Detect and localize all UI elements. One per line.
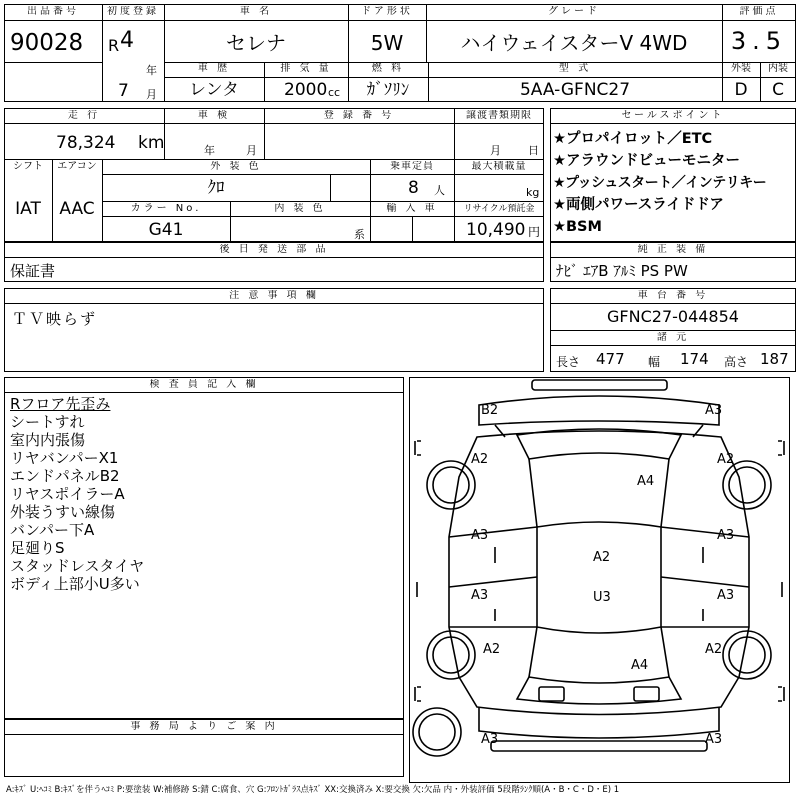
recycle-fee: 10,490 <box>466 220 526 240</box>
inspector-note: シートすれ <box>10 413 85 431</box>
era: R <box>108 36 120 55</box>
shift: IAT <box>15 199 41 219</box>
recycle-label: リサイクル預託金 <box>463 204 535 214</box>
spec-width-label: 幅 <box>648 355 661 369</box>
door-type: 5W <box>370 31 404 55</box>
inspector-label: 検 査 員 記 入 欄 <box>149 379 259 390</box>
transfer-label: 譲渡書類期限 <box>466 110 532 121</box>
damage-mark: A3 <box>705 403 723 418</box>
transfer-day-unit: 日 <box>528 144 539 157</box>
vehicle-info-box <box>4 108 544 242</box>
inspector-note: リヤバンパーX1 <box>10 449 119 467</box>
equipment-label: 純 正 装 備 <box>637 244 709 255</box>
reg-month-unit: 月 <box>146 88 157 101</box>
inspector-note: スタッドレスタイヤ <box>10 557 145 575</box>
spec-width: 174 <box>680 350 709 368</box>
inspector-note: バンパー下A <box>10 521 95 539</box>
int-score: C <box>772 80 784 100</box>
inspector-note: Rフロア先歪み <box>10 395 111 413</box>
color: ｸﾛ <box>207 178 225 198</box>
transfer-month-unit: 月 <box>490 144 501 157</box>
equipment-value: ﾅﾋﾞ ｴｱB ｱﾙﾐ PS PW <box>556 262 688 280</box>
damage-mark: A4 <box>637 474 655 489</box>
registration-label: 初度登録 <box>107 6 159 17</box>
color-no-label: カラー No. <box>130 203 202 214</box>
grade-label: グレード <box>548 6 600 17</box>
car-name-label: 車 名 <box>239 6 273 17</box>
inspector-note: エンドパネルB2 <box>10 467 120 485</box>
lot-number: 90028 <box>10 30 84 56</box>
office-label: 事 務 局 よ り ご 案 内 <box>130 721 278 732</box>
load-label: 最大積載量 <box>471 161 527 172</box>
caution-value: ＴＶ映らず <box>12 310 98 328</box>
shift-label: シフト <box>13 161 43 172</box>
history-label: 車 歴 <box>197 63 231 74</box>
reg-year-unit: 年 <box>146 64 157 77</box>
inspector-note: リヤスポイラーA <box>10 485 125 503</box>
car-damage-diagram <box>409 377 790 783</box>
damage-mark: A4 <box>631 658 649 673</box>
import-label: 輸 入 車 <box>386 203 438 214</box>
plate-label: 登 録 番 号 <box>323 110 395 121</box>
fuel-label: 燃 料 <box>371 63 405 74</box>
aircon-label: エアコン <box>57 161 97 172</box>
displacement-unit: cc <box>328 86 341 99</box>
lot-label: 出品番号 <box>27 6 79 17</box>
fuel: ｶﾞｿﾘﾝ <box>366 80 410 100</box>
inspector-notes <box>10 395 400 593</box>
model-label: 型 式 <box>558 63 592 74</box>
sales-point-item: ★プッシュスタート／インテリキー <box>553 175 767 191</box>
ext-score-label: 外装 <box>731 63 751 74</box>
door-label: ドア形状 <box>361 6 413 17</box>
history: レンタ <box>189 80 239 100</box>
inspector-note: 室内内張傷 <box>10 431 86 449</box>
inspection-year-unit: 年 <box>204 144 215 157</box>
int-color-label: 内 装 色 <box>274 203 326 214</box>
damage-mark: B2 <box>481 403 499 418</box>
sales-point-item: ★両側パワースライドドア <box>553 197 724 213</box>
chassis-number: GFNC27-044854 <box>607 307 739 326</box>
sales-points-list <box>553 128 795 238</box>
reg-year: 4 <box>120 28 134 53</box>
parts-label: 後 日 発 送 部 品 <box>219 244 329 255</box>
mileage: 78,324 <box>56 133 116 153</box>
caution-label: 注 意 事 項 欄 <box>229 290 319 301</box>
sales-point-item: ★プロパイロット／ETC <box>553 131 713 147</box>
car-name: セレナ <box>226 31 286 55</box>
sales-points-label: セールスポイント <box>621 110 725 121</box>
displacement-label: 排 気 量 <box>280 63 332 74</box>
spec-height-label: 高さ <box>724 355 749 369</box>
inspector-note: ボディ上部小U多い <box>10 575 140 593</box>
damage-mark: A2 <box>471 452 489 467</box>
mileage-label: 走 行 <box>67 110 101 121</box>
displacement: 2000 <box>284 80 328 100</box>
spec-length: 477 <box>596 350 625 368</box>
color-label: 外 装 色 <box>210 161 262 172</box>
spec-length-label: 長さ <box>556 355 581 369</box>
seats: 8 <box>408 178 419 198</box>
color-no: G41 <box>148 220 184 240</box>
damage-mark: A3 <box>471 528 489 543</box>
score: 3.5 <box>730 28 788 54</box>
score-label: 評価点 <box>739 6 779 17</box>
mileage-unit: km <box>138 133 165 153</box>
damage-mark: A2 <box>705 642 723 657</box>
reg-month: 7 <box>118 81 129 101</box>
ext-score: D <box>734 80 748 100</box>
chassis-label: 車 台 番 号 <box>637 290 709 301</box>
inspection-label: 車 検 <box>197 110 231 121</box>
damage-mark: U3 <box>593 590 611 605</box>
aircon: AAC <box>59 199 95 219</box>
sales-point-item: ★BSM <box>553 219 602 235</box>
inspection-month-unit: 月 <box>246 144 257 157</box>
model-code: 5AA-GFNC27 <box>519 80 631 100</box>
recycle-unit: 円 <box>528 225 541 239</box>
int-color-unit: 系 <box>354 228 365 241</box>
inspector-note: 外装うすい線傷 <box>10 503 116 521</box>
damage-mark: A3 <box>481 732 499 747</box>
grade: ハイウェイスターV 4WD <box>460 31 688 55</box>
damage-mark: A2 <box>717 452 735 467</box>
damage-mark: A3 <box>717 588 735 603</box>
damage-mark: A3 <box>717 528 735 543</box>
sales-point-item: ★アラウンドビューモニター <box>553 153 740 169</box>
load-unit: kg <box>526 186 540 199</box>
int-score-label: 内装 <box>768 63 788 74</box>
spec-height: 187 <box>760 350 789 368</box>
legend: A:ｷｽﾞ U:ﾍｺﾐ B:ｷｽﾞを伴うﾍｺﾐ P:要塗装 W:補修跡 S:錆 C:腐食、穴 G:ﾌﾛﾝﾄｶﾞﾗｽ点ｷｽﾞ XX:交換済み X:要交換 欠:欠品 内・外装評価 5段階ﾗﾝｸ順(A・B・C・D・E) 1 <box>6 785 620 795</box>
damage-mark: A2 <box>593 550 611 565</box>
damage-mark: A3 <box>705 732 723 747</box>
damage-mark: A3 <box>471 588 489 603</box>
specs-label: 諸 元 <box>656 332 690 343</box>
parts-value: 保証書 <box>10 262 56 280</box>
inspector-note: 足廻りS <box>10 539 65 557</box>
damage-mark: A2 <box>483 642 501 657</box>
seats-label: 乗車定員 <box>390 161 434 172</box>
seats-unit: 人 <box>434 184 445 197</box>
